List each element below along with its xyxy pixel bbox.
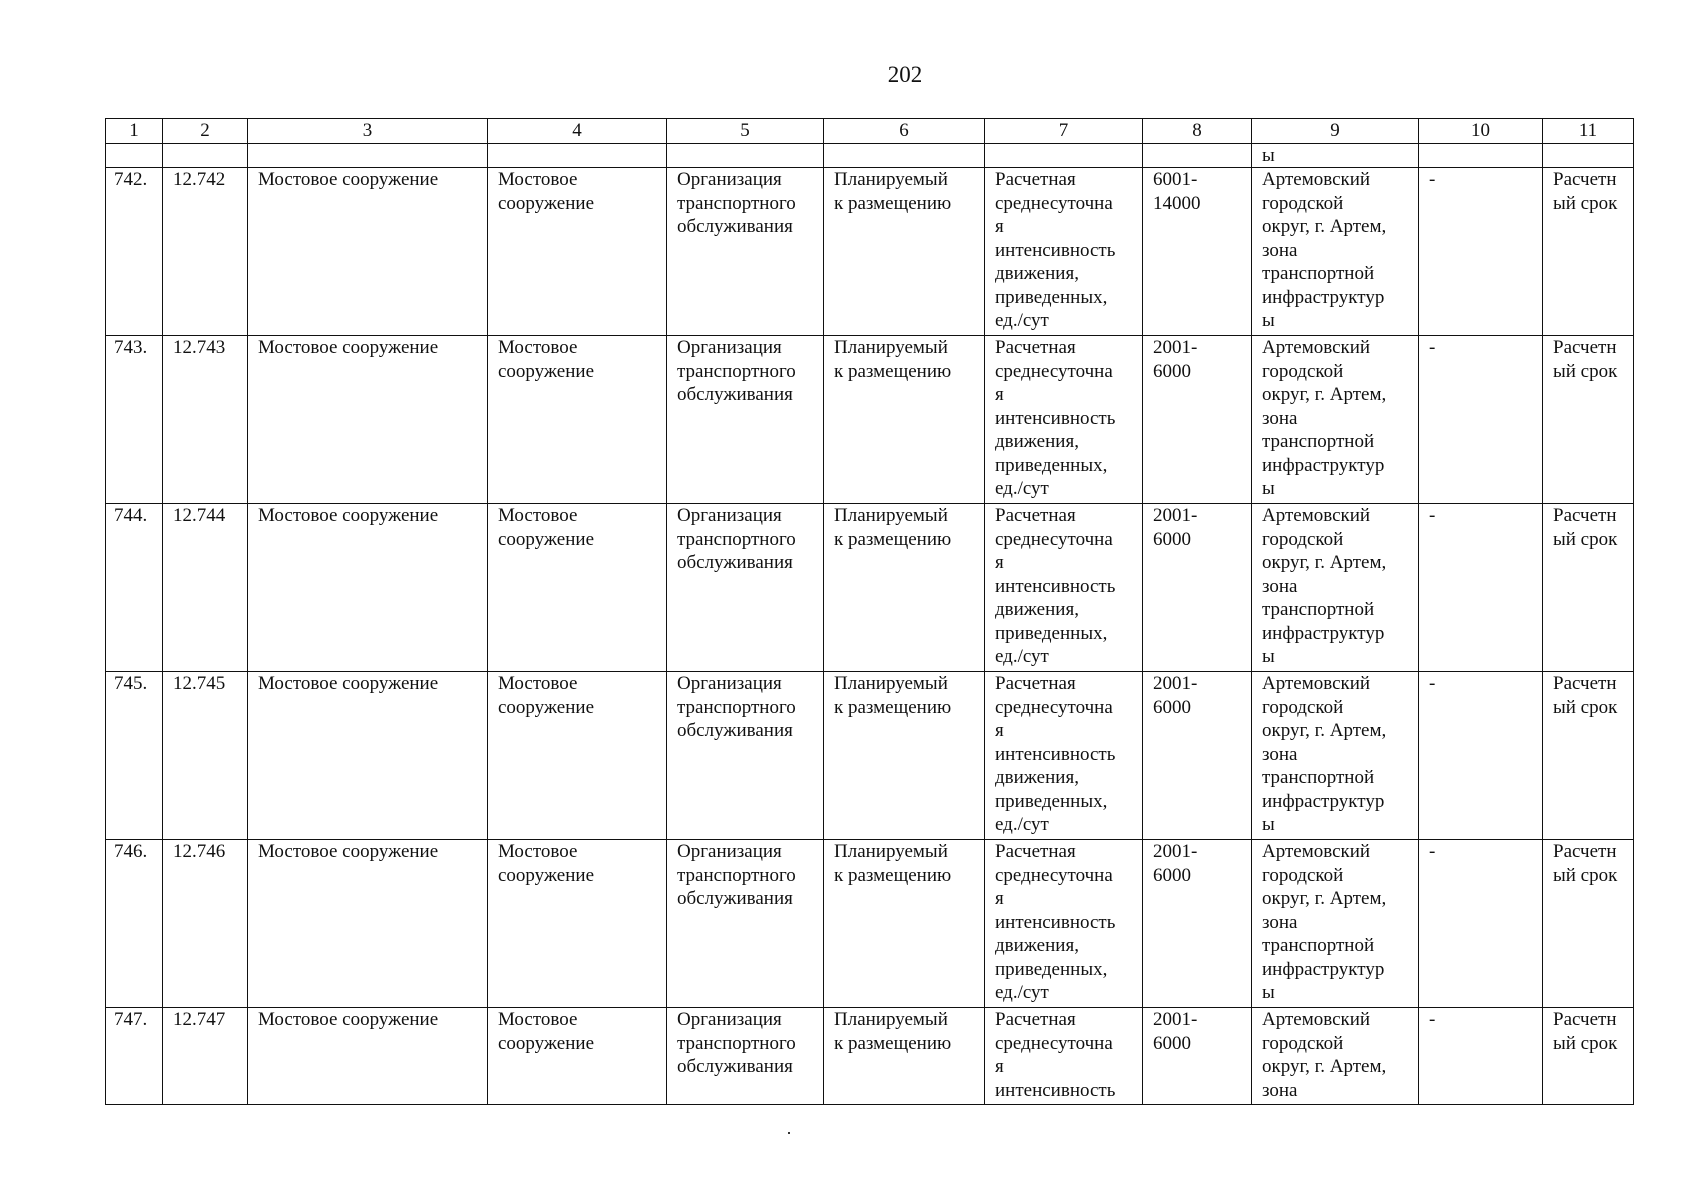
object-purpose-cell: Организация транспортного обслуживания: [667, 672, 824, 840]
characteristic-value-cell: 6001- 14000: [1143, 168, 1252, 336]
object-code-cell: 12.746: [163, 840, 248, 1008]
object-status-cell: Планируемый к размещению: [824, 504, 985, 672]
table-cell: [248, 144, 488, 168]
page-number: 202: [887, 62, 923, 87]
table-cell: [106, 144, 163, 168]
location-cell: Артемовский городской округ, г. Артем, зона транспортной инфраструктур ы: [1252, 336, 1419, 504]
object-name-cell: Мостовое сооружение: [248, 504, 488, 672]
location-cell: Артемовский городской округ, г. Артем, зона транспортной инфраструктур ы: [1252, 504, 1419, 672]
characteristic-cell: Расчетная среднесуточна я интенсивность движения, приведенных, ед./сут: [985, 504, 1143, 672]
objects-table: [105, 118, 1634, 1105]
characteristic-value-cell: 2001- 6000: [1143, 504, 1252, 672]
table-row: [106, 1008, 1634, 1105]
object-status-cell: Планируемый к размещению: [824, 672, 985, 840]
object-code-cell: 12.743: [163, 336, 248, 504]
table-cell: [488, 144, 667, 168]
term-cell: Расчетн ый срок: [1543, 1008, 1634, 1105]
object-purpose-cell: Организация транспортного обслуживания: [667, 840, 824, 1008]
characteristic-cell: Расчетная среднесуточна я интенсивность движения, приведенных, ед./сут: [985, 840, 1143, 1008]
continuation-row: [106, 144, 1634, 168]
row-number-cell: 745.: [106, 672, 163, 840]
object-type-cell: Мостовое сооружение: [488, 336, 667, 504]
zone-cell: -: [1419, 840, 1543, 1008]
object-name-cell: Мостовое сооружение: [248, 168, 488, 336]
table-cell: [1543, 144, 1634, 168]
column-number-cell: 6: [824, 119, 985, 144]
object-code-cell: 12.745: [163, 672, 248, 840]
table-row: [106, 168, 1634, 336]
object-code-cell: 12.744: [163, 504, 248, 672]
object-name-cell: Мостовое сооружение: [248, 1008, 488, 1105]
location-cell: Артемовский городской округ, г. Артем, зона транспортной инфраструктур ы: [1252, 168, 1419, 336]
object-purpose-cell: Организация транспортного обслуживания: [667, 336, 824, 504]
row-number-cell: 742.: [106, 168, 163, 336]
table-cell: [824, 144, 985, 168]
object-status-cell: Планируемый к размещению: [824, 1008, 985, 1105]
object-purpose-cell: Организация транспортного обслуживания: [667, 504, 824, 672]
table-cell: [985, 144, 1143, 168]
object-type-cell: Мостовое сооружение: [488, 504, 667, 672]
location-cell: Артемовский городской округ, г. Артем, зона транспортной инфраструктур ы: [1252, 672, 1419, 840]
object-type-cell: Мостовое сооружение: [488, 840, 667, 1008]
table-row: [106, 336, 1634, 504]
object-type-cell: Мостовое сооружение: [488, 672, 667, 840]
object-status-cell: Планируемый к размещению: [824, 336, 985, 504]
table-row: [106, 672, 1634, 840]
term-cell: Расчетн ый срок: [1543, 672, 1634, 840]
object-code-cell: 12.747: [163, 1008, 248, 1105]
row-number-cell: 743.: [106, 336, 163, 504]
characteristic-value-cell: 2001- 6000: [1143, 1008, 1252, 1105]
object-status-cell: Планируемый к размещению: [824, 168, 985, 336]
row-number-cell: 747.: [106, 1008, 163, 1105]
column-number-cell: 9: [1252, 119, 1419, 144]
location-cell: Артемовский городской округ, г. Артем, зона: [1252, 1008, 1419, 1105]
object-purpose-cell: Организация транспортного обслуживания: [667, 1008, 824, 1105]
characteristic-cell: Расчетная среднесуточна я интенсивность: [985, 1008, 1143, 1105]
table-cell: ы: [1252, 144, 1419, 168]
column-number-cell: 10: [1419, 119, 1543, 144]
characteristic-value-cell: 2001- 6000: [1143, 336, 1252, 504]
location-cell: Артемовский городской округ, г. Артем, зона транспортной инфраструктур ы: [1252, 840, 1419, 1008]
table-cell: [667, 144, 824, 168]
row-number-cell: 746.: [106, 840, 163, 1008]
object-type-cell: Мостовое сооружение: [488, 168, 667, 336]
term-cell: Расчетн ый срок: [1543, 168, 1634, 336]
zone-cell: -: [1419, 672, 1543, 840]
zone-cell: -: [1419, 168, 1543, 336]
column-number-cell: 5: [667, 119, 824, 144]
zone-cell: -: [1419, 504, 1543, 672]
table-cell: [163, 144, 248, 168]
object-name-cell: Мостовое сооружение: [248, 336, 488, 504]
zone-cell: -: [1419, 1008, 1543, 1105]
column-number-cell: 11: [1543, 119, 1634, 144]
column-number-cell: 7: [985, 119, 1143, 144]
object-code-cell: 12.742: [163, 168, 248, 336]
zone-cell: -: [1419, 336, 1543, 504]
term-cell: Расчетн ый срок: [1543, 840, 1634, 1008]
document-table-container: [105, 118, 1633, 1105]
column-number-row: [106, 119, 1634, 144]
column-number-cell: 4: [488, 119, 667, 144]
column-number-cell: 2: [163, 119, 248, 144]
row-number-cell: 744.: [106, 504, 163, 672]
characteristic-cell: Расчетная среднесуточна я интенсивность движения, приведенных, ед./сут: [985, 672, 1143, 840]
characteristic-cell: Расчетная среднесуточна я интенсивность движения, приведенных, ед./сут: [985, 168, 1143, 336]
table-cell: [1143, 144, 1252, 168]
column-number-cell: 8: [1143, 119, 1252, 144]
characteristic-value-cell: 2001- 6000: [1143, 672, 1252, 840]
object-name-cell: Мостовое сооружение: [248, 672, 488, 840]
column-number-cell: 3: [248, 119, 488, 144]
characteristic-cell: Расчетная среднесуточна я интенсивность движения, приведенных, ед./сут: [985, 336, 1143, 504]
table-row: [106, 504, 1634, 672]
scan-artifact-dot: [788, 1132, 790, 1134]
column-number-cell: 1: [106, 119, 163, 144]
object-purpose-cell: Организация транспортного обслуживания: [667, 168, 824, 336]
term-cell: Расчетн ый срок: [1543, 504, 1634, 672]
term-cell: Расчетн ый срок: [1543, 336, 1634, 504]
table-cell: [1419, 144, 1543, 168]
object-name-cell: Мостовое сооружение: [248, 840, 488, 1008]
object-status-cell: Планируемый к размещению: [824, 840, 985, 1008]
table-row: [106, 840, 1634, 1008]
characteristic-value-cell: 2001- 6000: [1143, 840, 1252, 1008]
object-type-cell: Мостовое сооружение: [488, 1008, 667, 1105]
